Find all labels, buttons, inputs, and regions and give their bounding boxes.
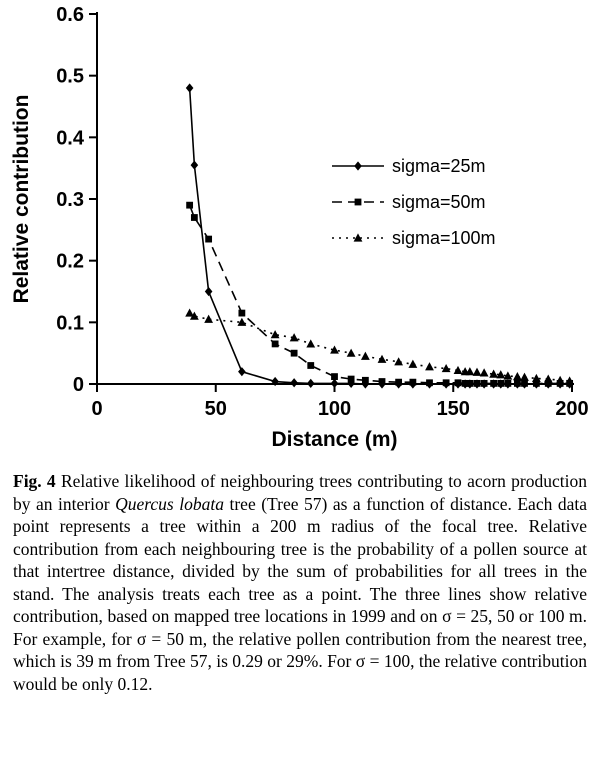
- series-line: [190, 205, 570, 383]
- square-marker: [205, 236, 212, 243]
- y-tick-label: 0.5: [56, 65, 84, 88]
- triangle-marker: [513, 372, 522, 380]
- legend-item: [332, 228, 496, 248]
- series-line: [190, 313, 570, 381]
- square-marker: [379, 378, 386, 385]
- y-tick-label: 0.2: [56, 250, 84, 273]
- square-marker: [455, 379, 462, 386]
- x-tick-label: 0: [91, 398, 103, 420]
- triangle-marker: [544, 374, 553, 382]
- square-marker: [504, 380, 511, 387]
- axes: [96, 12, 574, 384]
- triangle-marker: [473, 368, 482, 376]
- square-marker: [514, 380, 521, 387]
- square-marker: [272, 341, 279, 348]
- square-marker: [490, 380, 497, 387]
- x-tick-label: 200: [555, 398, 589, 420]
- triangle-marker: [556, 376, 565, 384]
- triangle-marker: [480, 368, 489, 376]
- square-marker: [395, 379, 402, 386]
- square-marker: [409, 379, 416, 386]
- triangle-marker: [361, 352, 370, 360]
- square-marker: [426, 379, 433, 386]
- y-tick-label: 0.4: [56, 127, 84, 150]
- triangle-marker: [271, 330, 280, 338]
- caption-segment: Fig. 4: [13, 471, 56, 491]
- diamond-marker: [205, 287, 213, 296]
- triangle-marker: [454, 366, 463, 374]
- tick-marks: [89, 14, 572, 392]
- square-marker: [238, 310, 245, 317]
- triangle-marker: [204, 315, 213, 323]
- triangle-marker: [394, 357, 403, 365]
- square-marker: [331, 373, 338, 380]
- square-marker: [307, 362, 314, 369]
- diamond-marker: [186, 83, 194, 92]
- square-marker: [191, 214, 198, 221]
- square-marker: [521, 380, 528, 387]
- triangle-marker: [306, 339, 315, 347]
- x-tick-label: 100: [317, 398, 352, 420]
- legend-label: sigma=50m: [392, 192, 486, 212]
- x-axis-title: Distance (m): [271, 428, 398, 451]
- triangle-marker: [408, 360, 417, 368]
- series-line: [190, 88, 570, 384]
- caption-segment: Relative likelihood of neighbouring trees contributing to acorn production by an interior: [13, 471, 587, 514]
- y-tick-label: 0: [72, 374, 84, 396]
- triangle-marker: [520, 373, 529, 381]
- square-marker: [186, 202, 193, 209]
- x-tick-label: 150: [436, 398, 470, 420]
- y-tick-label: 0.1: [56, 312, 84, 335]
- square-marker: [355, 199, 362, 206]
- triangle-marker: [425, 362, 434, 370]
- y-tick-label: 0.6: [56, 4, 84, 26]
- y-axis-title: Relative contribution: [10, 94, 33, 304]
- legend-item: [332, 192, 486, 212]
- square-marker: [362, 377, 369, 384]
- caption-segment: tree (Tree 57) as a function of distance. Each data point represents a tree within a 200 m radius of the focal tree. Relative contribution from each neighbouring tree is the probability of a pollen source at that intertree distance, divided by the sum of probabilities for all trees in the stand. The analysis treats each tree as a point. The three lines show relative contribution, based on mapped tree locations in 1999 and on σ = 25, 50 or 100 m. For example, for σ = 50 m, the relative pollen contribution from the nearest tree, which is 39 m from Tree 57, is 0.29 or 29%. For σ = 100, the relative contribution would be only 0.12.: [13, 493, 588, 694]
- diamond-marker: [331, 379, 339, 388]
- square-marker: [497, 380, 504, 387]
- square-marker: [474, 380, 481, 387]
- x-tick-label: 50: [204, 398, 227, 420]
- triangle-marker: [347, 349, 356, 357]
- tick-labels: [56, 4, 589, 420]
- figure-caption: [0, 470, 600, 695]
- diamond-marker: [307, 379, 315, 388]
- square-marker: [466, 380, 473, 387]
- square-marker: [348, 376, 355, 383]
- y-tick-label: 0.3: [56, 189, 84, 211]
- square-marker: [291, 350, 298, 357]
- diamond-marker: [191, 160, 199, 169]
- series-sigma=25m: [186, 83, 574, 388]
- caption-segment: Quercus lobata: [115, 493, 224, 514]
- legend: [332, 156, 496, 248]
- legend-label: sigma=25m: [392, 156, 486, 176]
- legend-item: [332, 156, 486, 176]
- square-marker: [481, 380, 488, 387]
- diamond-marker: [354, 161, 362, 170]
- diamond-marker: [290, 378, 298, 387]
- triangle-marker: [378, 355, 387, 363]
- square-marker: [443, 379, 450, 386]
- diamond-marker: [238, 367, 246, 376]
- legend-label: sigma=100m: [392, 228, 496, 248]
